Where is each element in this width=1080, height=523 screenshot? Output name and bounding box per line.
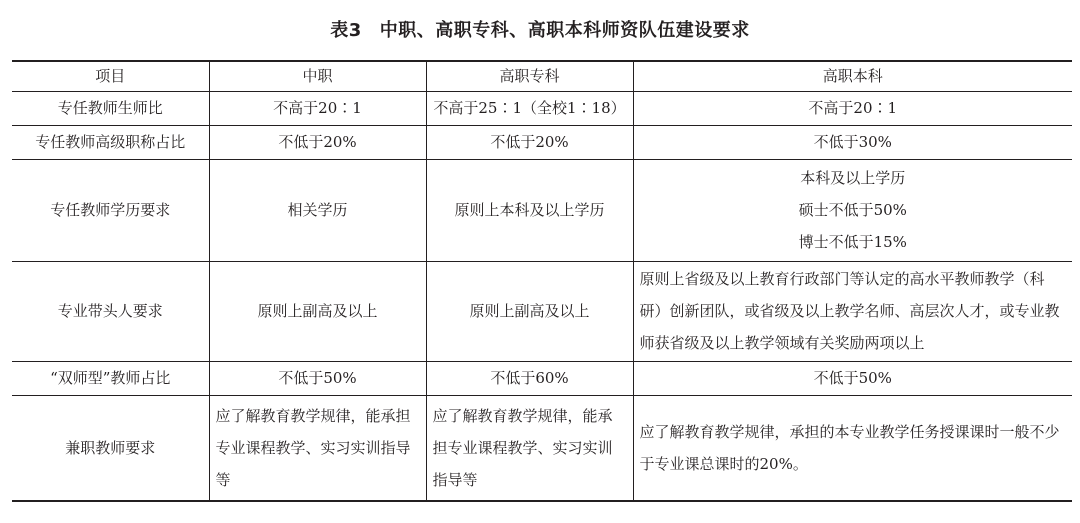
table-row — [12, 159, 1072, 261]
table-row — [12, 125, 1072, 159]
table-cell: 不低于30% — [633, 125, 1072, 159]
table-cell — [633, 159, 1072, 261]
table-cell: 不低于20% — [426, 125, 633, 159]
cell-line: 博士不低于15% — [798, 233, 907, 251]
table-cell: 原则上副高及以上 — [209, 261, 426, 361]
row-label: 专业带头人要求 — [12, 261, 209, 361]
table-cell: 不高于20∶1 — [209, 91, 426, 125]
table-cell: 原则上副高及以上 — [426, 261, 633, 361]
table-cell: 应了解教育教学规律，能承担专业课程教学、实习实训指导等 — [209, 395, 426, 501]
table-number: 表3 — [330, 20, 362, 41]
header-cell-higher-vocational-bachelor: 高职本科 — [633, 61, 1072, 91]
table-header-row — [12, 61, 1072, 91]
table-cell: 不低于20% — [209, 125, 426, 159]
header-cell-higher-vocational-college: 高职专科 — [426, 61, 633, 91]
table-cell: 不低于50% — [209, 361, 426, 395]
table-cell: 应了解教育教学规律，能承担专业课程教学、实习实训指导等 — [426, 395, 633, 501]
table-row — [12, 261, 1072, 361]
row-label: 兼职教师要求 — [12, 395, 209, 501]
table-title: 中职、高职专科、高职本科师资队伍建设要求 — [379, 20, 750, 41]
table-row — [12, 395, 1072, 501]
header-cell-item: 项目 — [12, 61, 209, 91]
cell-line: 本科及以上学历 — [800, 169, 906, 187]
row-label: “双师型”教师占比 — [12, 361, 209, 395]
table-cell: 不高于25∶1（全校1∶18） — [426, 91, 633, 125]
table-cell: 原则上本科及以上学历 — [426, 159, 633, 261]
cell-line: 硕士不低于50% — [798, 201, 907, 219]
table-cell: 原则上省级及以上教育行政部门等认定的高水平教师教学（科研）创新团队，或省级及以上教学名师、高层次人才，或专业教师获省级及以上教学领域有关奖励两项以上 — [633, 261, 1072, 361]
table-cell: 应了解教育教学规律，承担的本专业教学任务授课课时一般不少于专业课总课时的20%。 — [633, 395, 1072, 501]
row-label: 专任教师高级职称占比 — [12, 125, 209, 159]
requirements-table — [12, 60, 1072, 502]
table-cell: 不高于20∶1 — [633, 91, 1072, 125]
row-label: 专任教师生师比 — [12, 91, 209, 125]
table-cell: 不低于50% — [633, 361, 1072, 395]
table-cell: 相关学历 — [209, 159, 426, 261]
table-cell: 不低于60% — [426, 361, 633, 395]
table-caption — [0, 16, 1080, 42]
row-label: 专任教师学历要求 — [12, 159, 209, 261]
table-row — [12, 361, 1072, 395]
header-cell-secondary-vocational: 中职 — [209, 61, 426, 91]
table-row — [12, 91, 1072, 125]
